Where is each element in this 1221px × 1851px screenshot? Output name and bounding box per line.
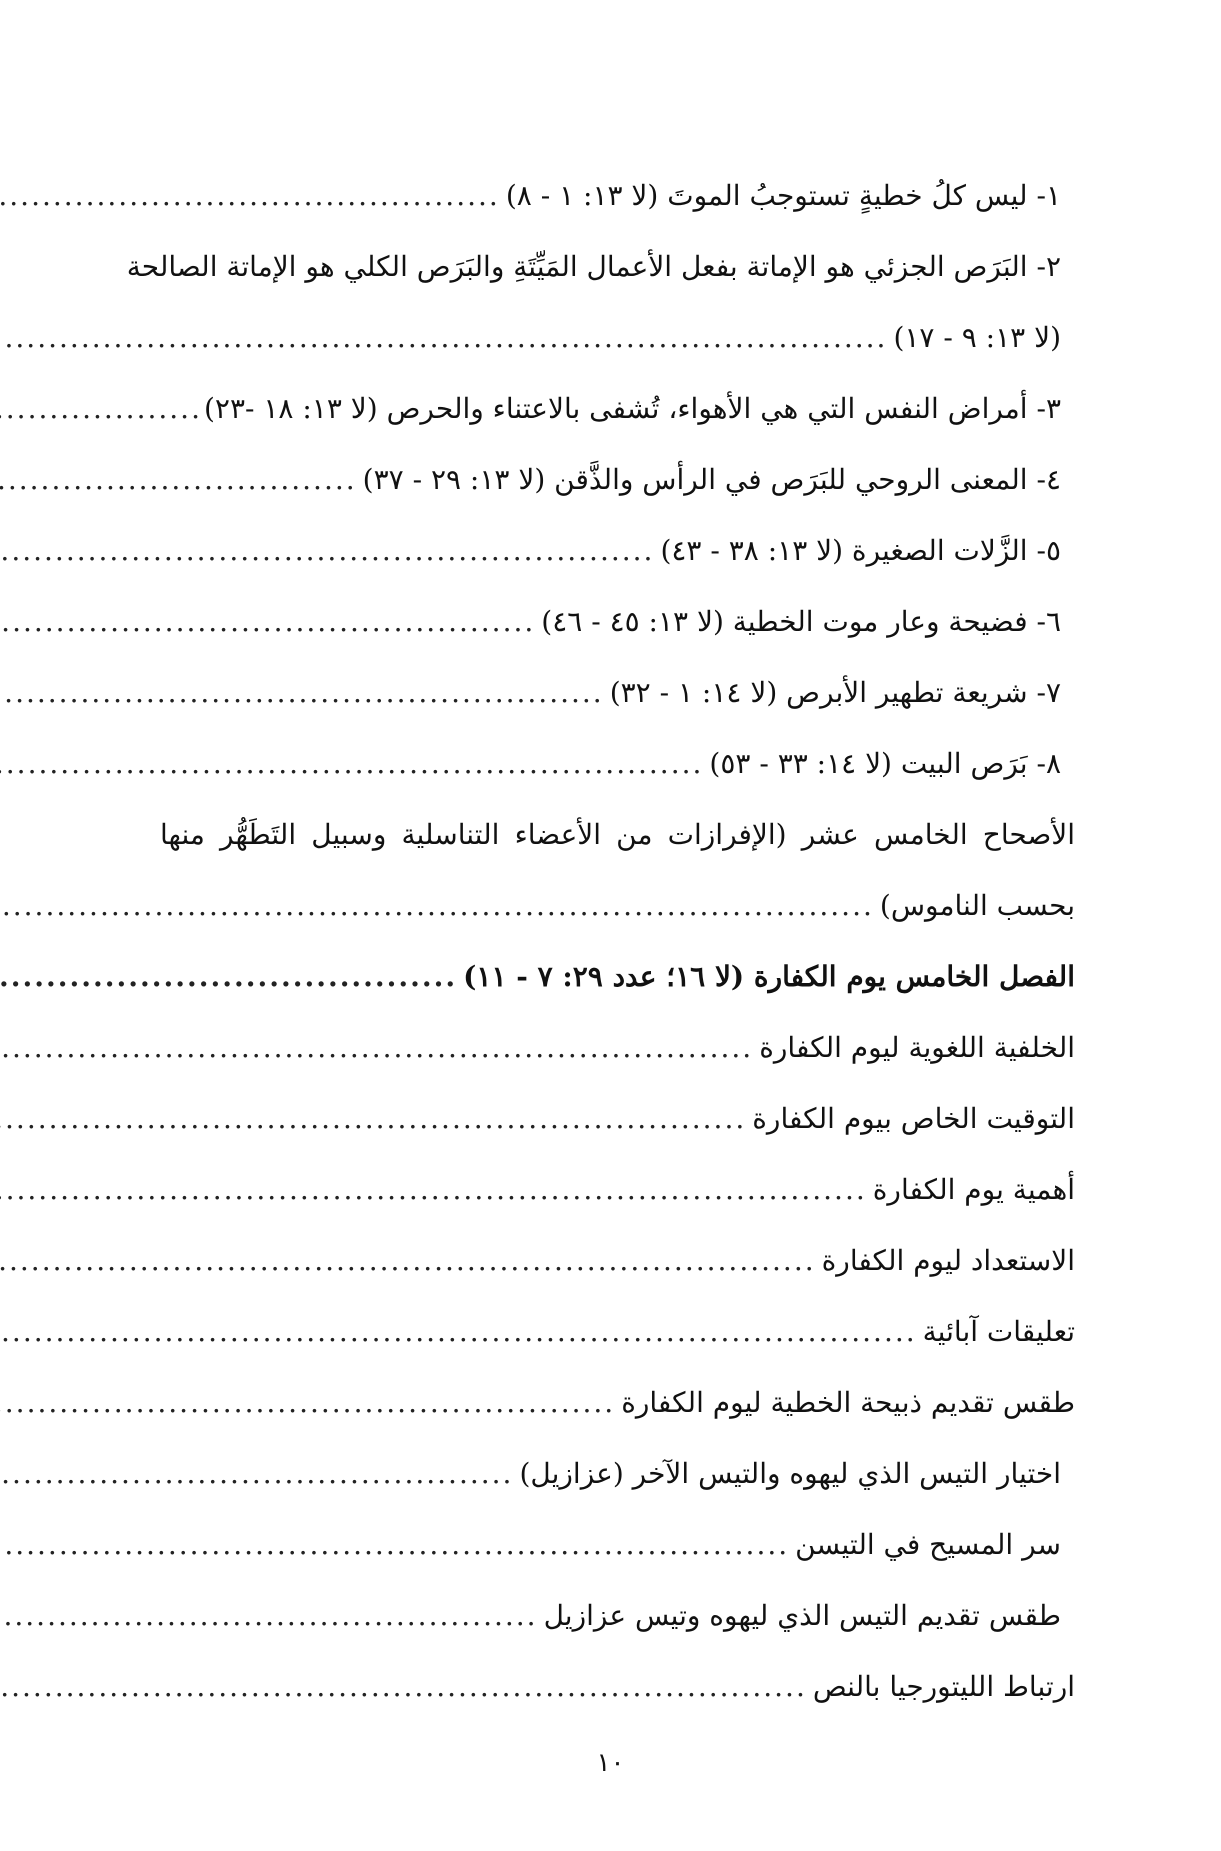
toc-entry[interactable] <box>160 1580 1075 1651</box>
dot-leader <box>0 1367 615 1438</box>
toc-entry[interactable] <box>160 1296 1075 1367</box>
dot-leader <box>0 302 887 373</box>
toc-entry-title: ٣- أمراض النفس التي هي الأهواء، تُشفى بالاعتناء والحرص (لا ١٣: ١٨ -٢٣) <box>203 392 1061 425</box>
table-of-contents <box>126 160 1075 1722</box>
dot-leader <box>0 1651 807 1722</box>
dot-leader <box>0 444 357 515</box>
toc-entry-title: اختيار التيس الذي ليهوه والتيس الآخر (عزازيل) <box>519 1457 1061 1490</box>
dot-leader <box>0 586 535 657</box>
dot-leader <box>0 1083 746 1154</box>
toc-chapter-entry[interactable] <box>160 941 1075 1012</box>
toc-entry[interactable] <box>126 231 1075 373</box>
toc-entry[interactable] <box>160 1225 1075 1296</box>
toc-entry-title-line1: ٢- البَرَص الجزئي هو الإماتة بفعل الأعمال المَيِّتَةِ والبَرَص الكلي هو الإماتة الصالحة <box>126 250 1061 283</box>
dot-leader <box>0 160 500 231</box>
toc-entry[interactable] <box>160 657 1075 728</box>
toc-entry-title-line2: بحسب الناموس) <box>879 889 1075 922</box>
toc-entry[interactable] <box>160 1083 1075 1154</box>
toc-entry-title: ٦- فضيحة وعار موت الخطية (لا ١٣: ٤٥ - ٤٦) <box>541 605 1061 638</box>
toc-entry[interactable] <box>160 1154 1075 1225</box>
toc-entry[interactable] <box>160 728 1075 799</box>
toc-entry-title-line2: (لا ١٣: ٩ - ١٧) <box>893 321 1061 354</box>
toc-entry[interactable] <box>160 160 1075 231</box>
dot-leader <box>0 1154 867 1225</box>
toc-entry-title: ٧- شريعة تطهير الأبرص (لا ١٤: ١ - ٣٢) <box>609 676 1061 709</box>
dot-leader <box>0 941 457 1012</box>
toc-entry-title: الفصل الخامس يوم الكفارة (لا ١٦؛ عدد ٢٩: ٧ - ١١) <box>463 960 1075 993</box>
toc-entry[interactable] <box>160 1367 1075 1438</box>
dot-leader <box>0 515 654 586</box>
toc-entry-title: الخلفية اللغوية ليوم الكفارة <box>759 1031 1075 1064</box>
dot-leader <box>0 1225 816 1296</box>
toc-entry-title: تعليقات آبائية <box>922 1315 1075 1348</box>
toc-entry-title: طقس تقديم التيس الذي ليهوه وتيس عزازيل <box>543 1599 1061 1632</box>
toc-entry-title-line1: الأصحاح الخامس عشر (الإفرازات من الأعضاء التناسلية وسبيل التَطَهُّر منها <box>160 818 1075 851</box>
toc-entry[interactable] <box>160 515 1075 586</box>
toc-entry-title: ارتباط الليتورجيا بالنص <box>812 1670 1075 1703</box>
dot-leader <box>0 657 604 728</box>
toc-entry-title: طقس تقديم ذبيحة الخطية ليوم الكفارة <box>621 1386 1075 1419</box>
toc-entry[interactable] <box>160 799 1075 941</box>
dot-leader <box>0 1012 753 1083</box>
page-number: ١٠ <box>596 1748 625 1778</box>
toc-entry[interactable] <box>160 1438 1075 1509</box>
dot-leader <box>0 870 874 941</box>
dot-leader <box>0 373 202 444</box>
toc-entry-title: ٨- بَرَص البيت (لا ١٤: ٣٣ - ٥٣) <box>709 747 1061 780</box>
toc-entry-title: سر المسيح في التيسن <box>795 1528 1061 1561</box>
toc-entry[interactable] <box>160 586 1075 657</box>
dot-leader <box>0 1509 789 1580</box>
toc-entry[interactable] <box>160 1509 1075 1580</box>
toc-entry[interactable] <box>160 373 1075 444</box>
toc-entry-title: ٤- المعنى الروحي للبَرَص في الرأس والذَّقن (لا ١٣: ٢٩ - ٣٧) <box>362 463 1061 496</box>
toc-entry-title: التوقيت الخاص بيوم الكفارة <box>752 1102 1075 1135</box>
toc-entry-title: أهمية يوم الكفارة <box>872 1173 1075 1206</box>
dot-leader <box>0 1296 917 1367</box>
dot-leader <box>0 1580 538 1651</box>
toc-entry[interactable] <box>160 444 1075 515</box>
dot-leader <box>0 728 703 799</box>
toc-entry-title: ٥- الزَّلات الصغيرة (لا ١٣: ٣٨ - ٤٣) <box>660 534 1061 567</box>
toc-entry[interactable] <box>160 1012 1075 1083</box>
toc-entry[interactable] <box>160 1651 1075 1722</box>
toc-entry-title: الاستعداد ليوم الكفارة <box>821 1244 1075 1277</box>
dot-leader <box>0 1438 513 1509</box>
toc-entry-title: ١- ليس كلُ خطيةٍ تستوجبُ الموتَ (لا ١٣: ١ - ٨) <box>505 179 1061 212</box>
